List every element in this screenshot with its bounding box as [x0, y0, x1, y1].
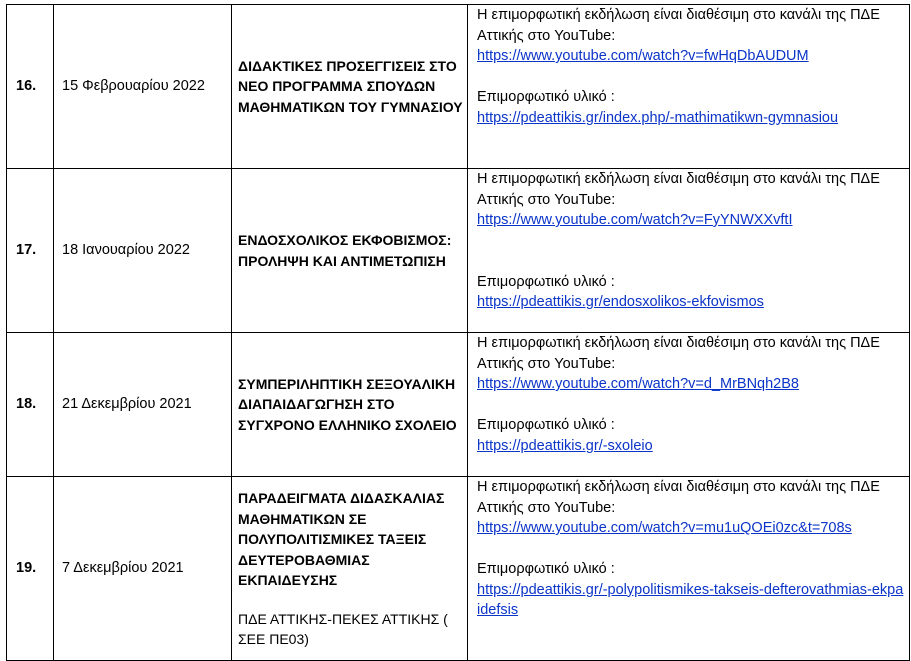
material-link[interactable]: https://pdeattikis.gr/-sxoleio — [477, 437, 653, 454]
event-info — [468, 333, 910, 477]
event-title: ΔΙΔΑΚΤΙΚΕΣ ΠΡΟΣΕΓΓΙΣΕΙΣ ΣΤΟ ΝΕΟ ΠΡΟΓΡΑΜΜΑ ΣΠΟΥΔΩΝ ΜΑΘΗΜΑΤΙΚΩΝ ΤΟΥ ΓΥΜΝΑΣΙΟΥ — [232, 5, 468, 169]
row-number: 19. — [7, 477, 54, 661]
availability-text: Η επιμορφωτική εκδήλωση είναι διαθέσιμη στο κανάλι της ΠΔΕ Αττικής στο YouTube: — [477, 335, 880, 372]
youtube-link[interactable]: https://www.youtube.com/watch?v=mu1uQOEi0zc&t=708s — [477, 520, 852, 536]
youtube-link[interactable]: https://www.youtube.com/watch?v=FyYNWXXvftI — [477, 212, 793, 228]
event-organizer: ΠΔΕ ΑΤΤΙΚΗΣ-ΠΕΚΕΣ ΑΤΤΙΚΗΣ ( ΣΕΕ ΠΕ03) — [238, 610, 448, 647]
table-row — [7, 477, 910, 661]
material-link[interactable]: https://pdeattikis.gr/-polypolitismikes-takseis-defterovathmias-ekpaidefsis — [477, 581, 904, 618]
row-number: 17. — [7, 169, 54, 333]
availability-text: Η επιμορφωτική εκδήλωση είναι διαθέσιμη στο κανάλι της ΠΔΕ Αττικής στο YouTube: — [477, 479, 880, 516]
table-row — [7, 5, 910, 169]
availability-text: Η επιμορφωτική εκδήλωση είναι διαθέσιμη στο κανάλι της ΠΔΕ Αττικής στο YouTube: — [477, 7, 880, 44]
material-label: Επιμορφωτικό υλικό : — [477, 561, 615, 577]
youtube-link[interactable]: https://www.youtube.com/watch?v=fwHqDbAUDUM — [477, 48, 809, 64]
material-link[interactable]: https://pdeattikis.gr/endosxolikos-ekfovismos — [477, 294, 764, 310]
event-date: 7 Δεκεμβρίου 2021 — [54, 477, 232, 661]
event-info — [468, 5, 910, 169]
event-date: 21 Δεκεμβρίου 2021 — [54, 333, 232, 477]
event-title: ΠΑΡΑΔΕΙΓΜΑΤΑ ΔΙΔΑΣΚΑΛΙΑΣ ΜΑΘΗΜΑΤΙΚΩΝ ΣΕ ΠΟΛΥΠΟΛΙΤΙΣΜΙΚΕΣ ΤΑΞΕΙΣ ΔΕΥΤΕΡΟΒΑΘΜΙΑΣ ΕΚΠΑΙΔΕΥΣΗΣ — [238, 490, 445, 589]
event-date: 18 Ιανουαρίου 2022 — [54, 169, 232, 333]
events-table — [6, 4, 910, 661]
availability-text: Η επιμορφωτική εκδήλωση είναι διαθέσιμη στο κανάλι της ΠΔΕ Αττικής στο YouTube: — [477, 171, 880, 208]
row-number: 18. — [7, 333, 54, 477]
event-title-cell — [232, 477, 468, 661]
material-label: Επιμορφωτικό υλικό : — [477, 417, 615, 433]
event-info — [468, 477, 910, 661]
row-number: 16. — [7, 5, 54, 169]
material-link[interactable]: https://pdeattikis.gr/index.php/-mathimatikwn-gymnasiou — [477, 109, 839, 126]
event-info — [468, 169, 910, 333]
material-label: Επιμορφωτικό υλικό : — [477, 273, 615, 290]
table-row — [7, 169, 910, 333]
material-label: Επιμορφωτικό υλικό : — [477, 89, 615, 105]
event-title: ΕΝΔΟΣΧΟΛΙΚΟΣ ΕΚΦΟΒΙΣΜΟΣ: ΠΡΟΛΗΨΗ ΚΑΙ ΑΝΤΙΜΕΤΩΠΙΣΗ — [232, 169, 468, 333]
event-title: ΣΥΜΠΕΡΙΛΗΠΤΙΚΗ ΣΕΞΟΥΑΛΙΚΗ ΔΙΑΠΑΙΔΑΓΩΓΗΣΗ ΣΤΟ ΣΥΓΧΡΟΝΟ ΕΛΛΗΝΙΚΟ ΣΧΟΛΕΙΟ — [232, 333, 468, 477]
table-row — [7, 333, 910, 477]
event-date: 15 Φεβρουαρίου 2022 — [54, 5, 232, 169]
youtube-link[interactable]: https://www.youtube.com/watch?v=d_MrBNqh2B8 — [477, 376, 799, 392]
